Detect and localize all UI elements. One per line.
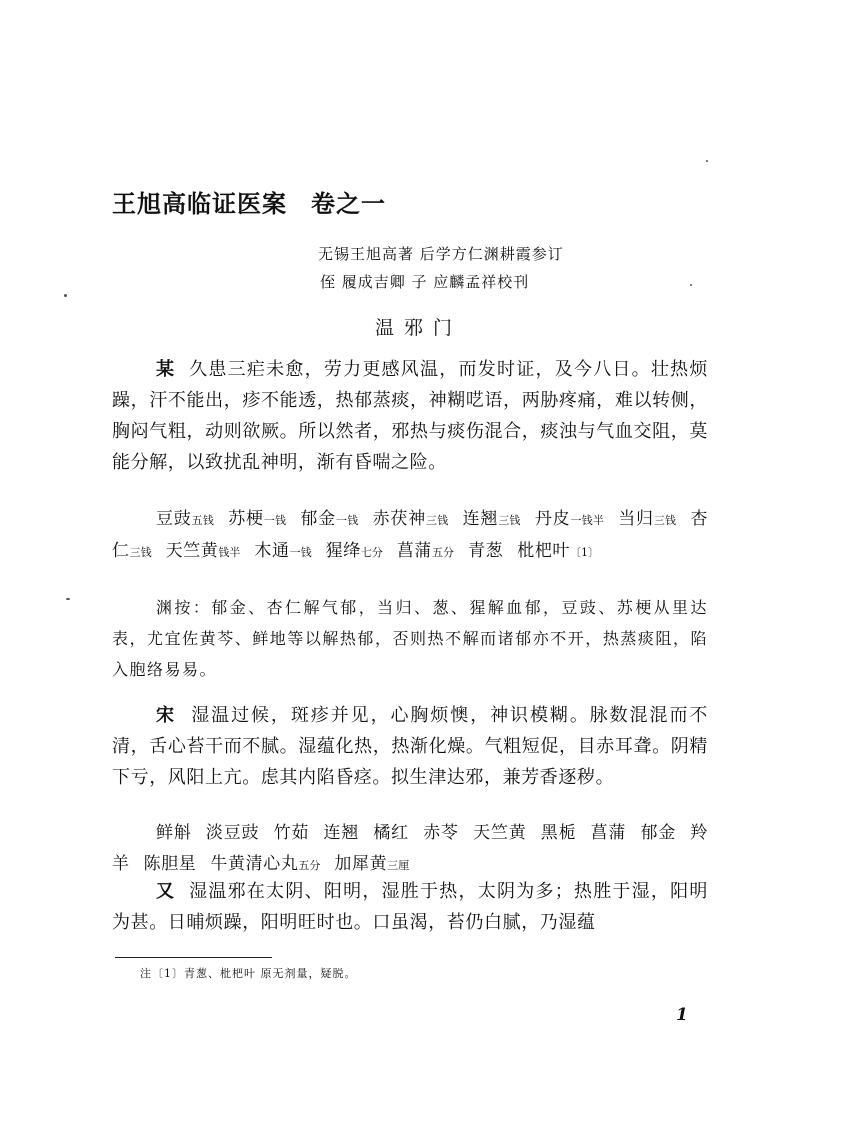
case1-presc-herb: 郁金 — [300, 509, 337, 529]
case1-presc-herb: 木通 — [254, 541, 290, 561]
case2-presc-herb: 郁金 — [640, 823, 677, 843]
case-2-body: 湿温过候，斑疹并见，心胸烦懊，神识模糊。脉数混混而不清，舌心苔干而不腻。湿蕴化热，热渐化燥。气粗短促，目赤耳聋。阴精下亏，风阳上亢。虑其内陷昏痉。拟生津达邪，兼芳香逐秽。 — [112, 705, 708, 788]
case1-presc-dose: 三钱 — [129, 546, 152, 559]
case2-presc-herb: 连翘 — [323, 823, 360, 843]
case1-presc-dose: 一钱 — [263, 514, 287, 527]
case1-presc-herb: 赤茯神 — [372, 509, 427, 529]
scan-speck — [64, 294, 67, 297]
scan-speck — [706, 160, 708, 162]
book-title: 王旭高临证医案 — [112, 190, 287, 218]
case-3-marker: 又 — [156, 881, 176, 902]
case1-presc-dose: 〔1〕 — [570, 546, 600, 559]
scan-speck — [690, 284, 692, 286]
case1-presc-herb: 猩绛 — [325, 541, 361, 561]
case1-presc-herb: 豆豉 — [156, 509, 192, 529]
case-2-text — [112, 700, 708, 793]
case2-presc-herb: 黑栀 — [540, 823, 577, 843]
case2-presc-herb: 羚羊 — [112, 823, 709, 874]
case1-presc-dose: 钱半 — [218, 546, 241, 559]
case-1-prescription — [112, 504, 708, 568]
volume-label: 卷之一 — [311, 190, 386, 218]
case1-presc-herb: 天竺黄 — [165, 541, 219, 561]
case1-presc-dose: 三钱 — [498, 514, 521, 527]
case1-presc-herb: 枇杷叶 — [517, 541, 571, 561]
case-1-text — [112, 354, 708, 478]
author-line-2: 侄 履成吉卿 子 应麟孟祥校刊 — [320, 273, 530, 291]
case1-presc-dose: 七分 — [360, 546, 383, 559]
case2-presc-dose: 五分 — [298, 859, 321, 872]
case-2-marker: 宋 — [156, 705, 176, 726]
case1-presc-herb: 杏仁 — [112, 509, 709, 561]
case2-presc-herb: 竹茹 — [273, 823, 310, 843]
page-number: 1 — [676, 1005, 688, 1025]
case2-presc-herb: 赤苓 — [422, 823, 459, 843]
case-1-body: 久患三疟未愈，劳力更感风温，而发时证，及今八日。壮热烦躁，汗不能出，疹不能透，热郁蒸痰，神糊呓语，两胁疼痛，难以转侧，胸闷气粗，动则欲厥。所以然者，邪热与痰伤混合，痰浊与气血交阻，莫能分解，以致扰乱神明，渐有昏喘之险。 — [112, 359, 708, 473]
case-1-commentary: 渊按：郁金、杏仁解气郁，当归、葱、猩解血郁，豆豉、苏梗从里达表，尤宜佐黄芩、鲜地等以解热郁，否则热不解而诸郁亦不开，热蒸痰阻，陷入胞络易易。 — [112, 598, 708, 679]
scan-speck — [66, 598, 70, 600]
case1-presc-dose: 五钱 — [191, 514, 215, 527]
section-title: 温邪门 — [375, 317, 463, 339]
case1-presc-herb: 菖蒲 — [396, 541, 433, 561]
case1-presc-dose: 五分 — [432, 546, 455, 559]
case-3-body: 湿温邪在太阴、阳明，湿胜于热，太阴为多；热胜于湿，阳明为甚。日晡烦躁，阳明旺时也。口虽渴，苔仍白腻，乃湿蕴 — [112, 881, 708, 933]
case1-presc-dose: 一钱半 — [570, 514, 605, 527]
author-line-1: 无锡王旭高著 后学方仁渊耕霞参订 — [318, 245, 564, 263]
page-title — [112, 184, 386, 219]
case1-presc-herb: 丹皮 — [534, 509, 571, 529]
case2-presc-herb: 鲜斛 — [156, 823, 192, 843]
case1-presc-dose: 一钱 — [289, 546, 312, 559]
case2-presc-dose: 三厘 — [387, 859, 410, 872]
case-1-marker: 某 — [156, 359, 176, 380]
footnote-divider — [115, 957, 272, 958]
case2-presc-herb: 天竺黄 — [472, 823, 527, 843]
footnote: 注〔1〕青葱、枇杷叶 原无剂量，疑脱。 — [140, 967, 357, 980]
case2-presc-herb: 橘红 — [373, 823, 409, 843]
case2-presc-herb: 陈胆星 — [143, 854, 197, 874]
case1-presc-herb: 当归 — [618, 509, 654, 529]
case2-presc-herb: 加犀黄 — [334, 854, 388, 874]
case1-presc-dose: 三钱 — [653, 514, 677, 527]
case2-presc-herb: 牛黄清心丸 — [210, 854, 299, 874]
case2-presc-herb: 菖蒲 — [590, 823, 627, 843]
case1-presc-dose: 三钱 — [426, 514, 449, 527]
case1-presc-herb: 青葱 — [468, 541, 504, 561]
case2-presc-herb: 淡豆豉 — [205, 823, 260, 843]
case1-presc-herb: 苏梗 — [228, 509, 264, 529]
case1-presc-dose: 一钱 — [336, 514, 359, 527]
case1-presc-herb: 连翘 — [462, 509, 499, 529]
case-2-prescription — [112, 818, 708, 881]
case-3-text — [112, 876, 708, 938]
